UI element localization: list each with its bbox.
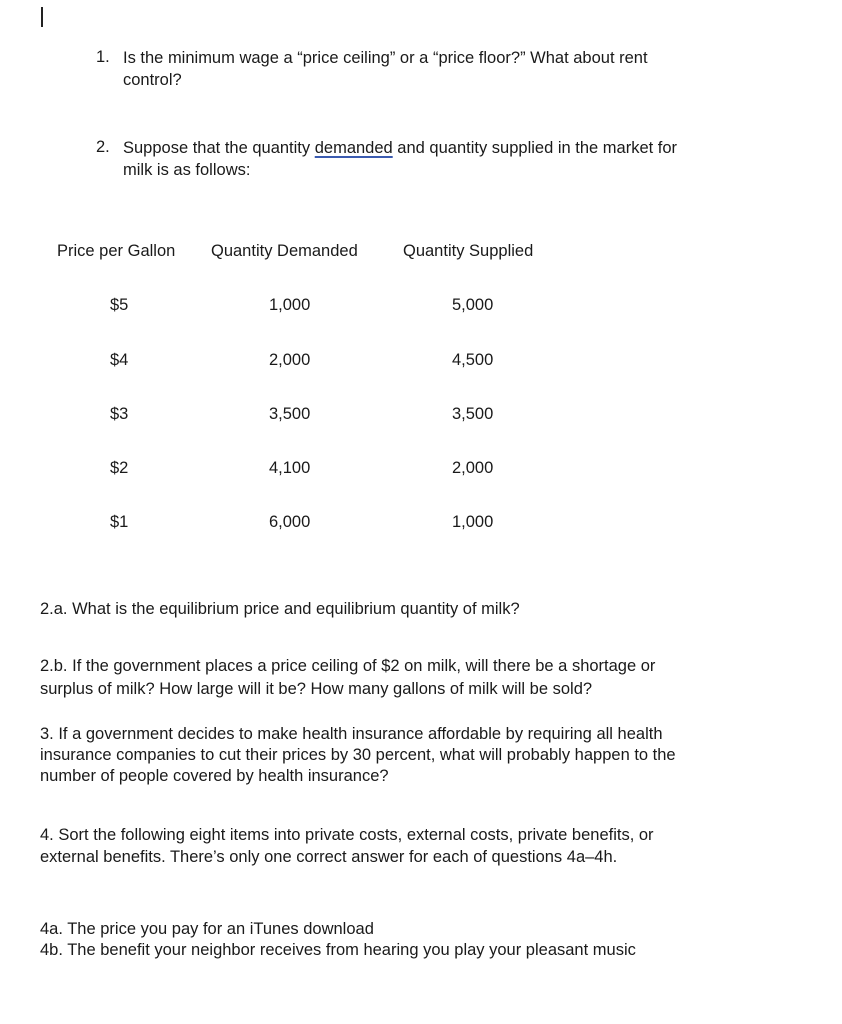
table-cell-demanded: 1,000 — [269, 296, 311, 314]
q4-line-1: 4. Sort the following eight items into private costs, external costs, private benefits, or — [40, 826, 654, 844]
spellcheck-underlined-word: demanded — [314, 139, 393, 157]
q3-line-1: 3. If a government decides to make health insurance affordable by requiring all health — [40, 725, 663, 743]
q2b-line-1: 2.b. If the government places a price ceiling of $2 on milk, will there be a shortage or — [40, 657, 656, 675]
table-header-demanded: Quantity Demanded — [211, 242, 358, 260]
q4b-text: 4b. The benefit your neighbor receives from hearing you play your pleasant music — [40, 941, 636, 959]
q2b-line-2: surplus of milk? How large will it be? How many gallons of milk will be sold? — [40, 680, 593, 698]
table-cell-price: $2 — [110, 459, 129, 477]
table-cell-price: $4 — [110, 351, 129, 369]
text-cursor — [41, 7, 43, 27]
q1-line-2: control? — [123, 71, 182, 89]
table-header-supplied: Quantity Supplied — [403, 242, 534, 260]
q1-number: 1. — [96, 48, 110, 66]
q1-line-1: Is the minimum wage a “price ceiling” or a “price floor?” What about rent — [123, 49, 648, 67]
table-cell-demanded: 4,100 — [269, 459, 311, 477]
q2-line-2: milk is as follows: — [123, 161, 251, 179]
table-cell-demanded: 2,000 — [269, 351, 311, 369]
q2a-text: 2.a. What is the equilibrium price and equilibrium quantity of milk? — [40, 600, 520, 618]
q3-line-2: insurance companies to cut their prices by 30 percent, what will probably happen to the — [40, 746, 676, 764]
table-header-price: Price per Gallon — [57, 242, 176, 260]
q2-line-1-post: and quantity supplied in the market for — [392, 139, 678, 157]
table-cell-demanded: 3,500 — [269, 405, 311, 423]
table-cell-price: $3 — [110, 405, 129, 423]
table-cell-price: $1 — [110, 513, 129, 531]
q4-line-2: external benefits. There’s only one correct answer for each of questions 4a–4h. — [40, 848, 618, 866]
q3-line-3: number of people covered by health insurance? — [40, 767, 389, 785]
table-cell-supplied: 3,500 — [452, 405, 494, 423]
table-cell-demanded: 6,000 — [269, 513, 311, 531]
table-cell-supplied: 4,500 — [452, 351, 494, 369]
table-cell-supplied: 1,000 — [452, 513, 494, 531]
table-cell-price: $5 — [110, 296, 129, 314]
table-cell-supplied: 5,000 — [452, 296, 494, 314]
q4a-text: 4a. The price you pay for an iTunes download — [40, 920, 374, 938]
q2-line-1 — [123, 138, 677, 159]
q2-line-1-pre: Suppose that the quantity — [123, 139, 315, 157]
table-cell-supplied: 2,000 — [452, 459, 494, 477]
q2-number: 2. — [96, 138, 110, 156]
